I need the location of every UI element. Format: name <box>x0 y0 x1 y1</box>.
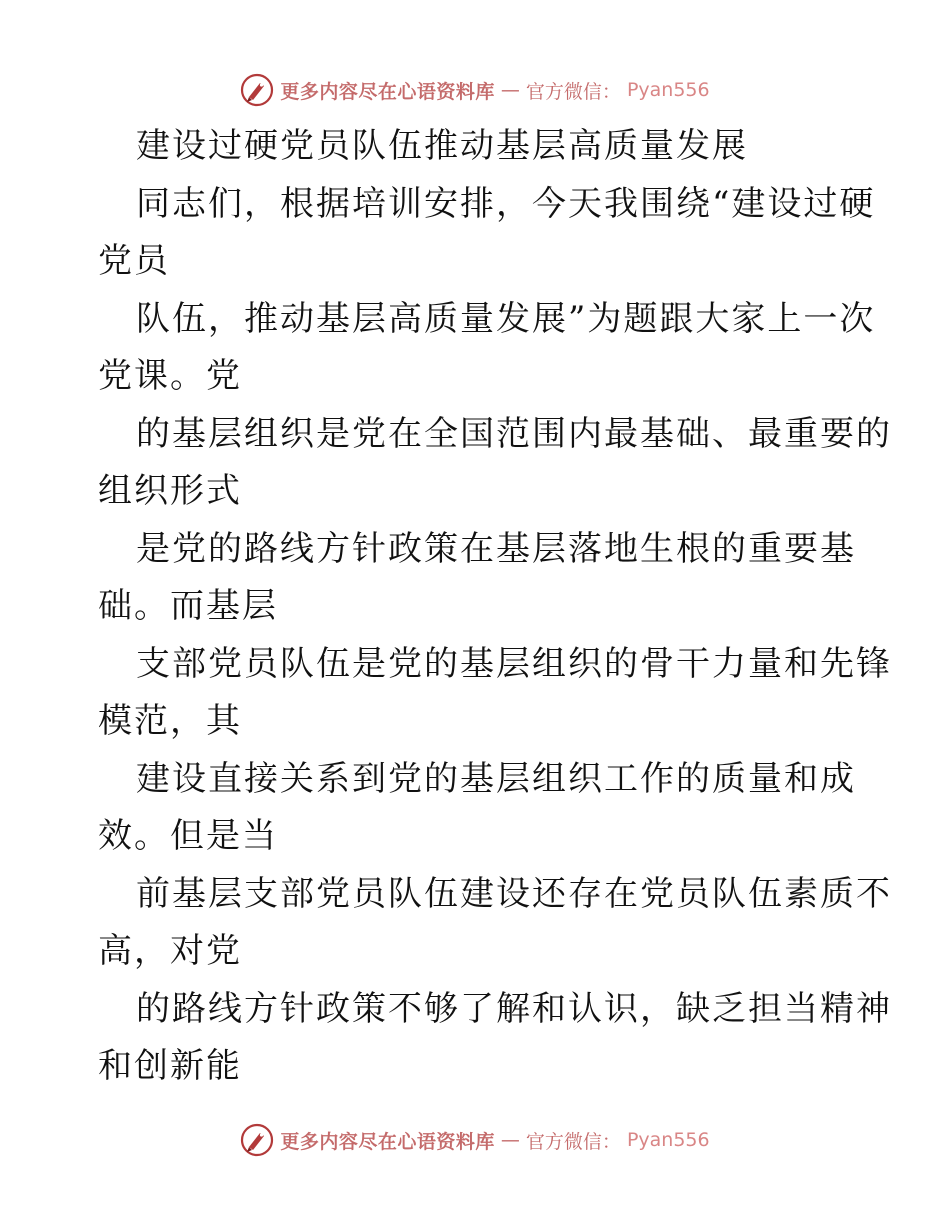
document-title: 建设过硬党员队伍推动基层高质量发展 <box>136 126 748 166</box>
text-line: 效。但是当 <box>98 816 278 856</box>
text-line: 建设直接关系到党的基层组织工作的质量和成 <box>136 758 856 799</box>
text-line: 支部党员队伍是党的基层组织的骨干力量和先锋 <box>136 643 892 684</box>
pen-logo-icon <box>240 1123 274 1157</box>
text-line: 组织形式 <box>98 471 242 511</box>
watermark-text: 更多内容尽在心语资料库 <box>280 80 495 103</box>
watermark-label: 官方微信： <box>525 80 621 103</box>
text-line: 队伍，推动基层高质量发展”为题跟大家上一次 <box>136 298 876 339</box>
text-line: 的基层组织是党在全国范围内最基础、最重要的 <box>136 413 892 454</box>
watermark-label: 官方微信： <box>525 1130 621 1153</box>
text-line: 是党的路线方针政策在基层落地生根的重要基 <box>136 528 856 569</box>
footer-watermark <box>0 1120 950 1160</box>
text-line: 前基层支部党员队伍建设还存在党员队伍素质不 <box>136 873 892 914</box>
watermark-wechat-id: Pyan556 <box>626 79 710 101</box>
watermark-text: 更多内容尽在心语资料库 <box>280 1130 495 1153</box>
document-body <box>98 118 892 1096</box>
text-line: 模范，其 <box>98 701 242 741</box>
text-line: 础。而基层 <box>98 586 278 626</box>
watermark-wechat-id: Pyan556 <box>626 1129 710 1151</box>
text-line: 同志们，根据培训安排，今天我围绕“建设过硬 <box>136 183 876 224</box>
pen-logo-icon <box>240 73 274 107</box>
text-line: 党员 <box>98 241 170 281</box>
text-line: 党课。党 <box>98 356 242 396</box>
watermark-separator: — <box>500 79 520 101</box>
text-line: 高，对党 <box>98 931 242 971</box>
watermark-separator: — <box>500 1129 520 1151</box>
header-watermark <box>0 70 950 110</box>
text-line: 和创新能 <box>98 1046 242 1086</box>
text-line: 的路线方针政策不够了解和认识，缺乏担当精神 <box>136 988 892 1029</box>
